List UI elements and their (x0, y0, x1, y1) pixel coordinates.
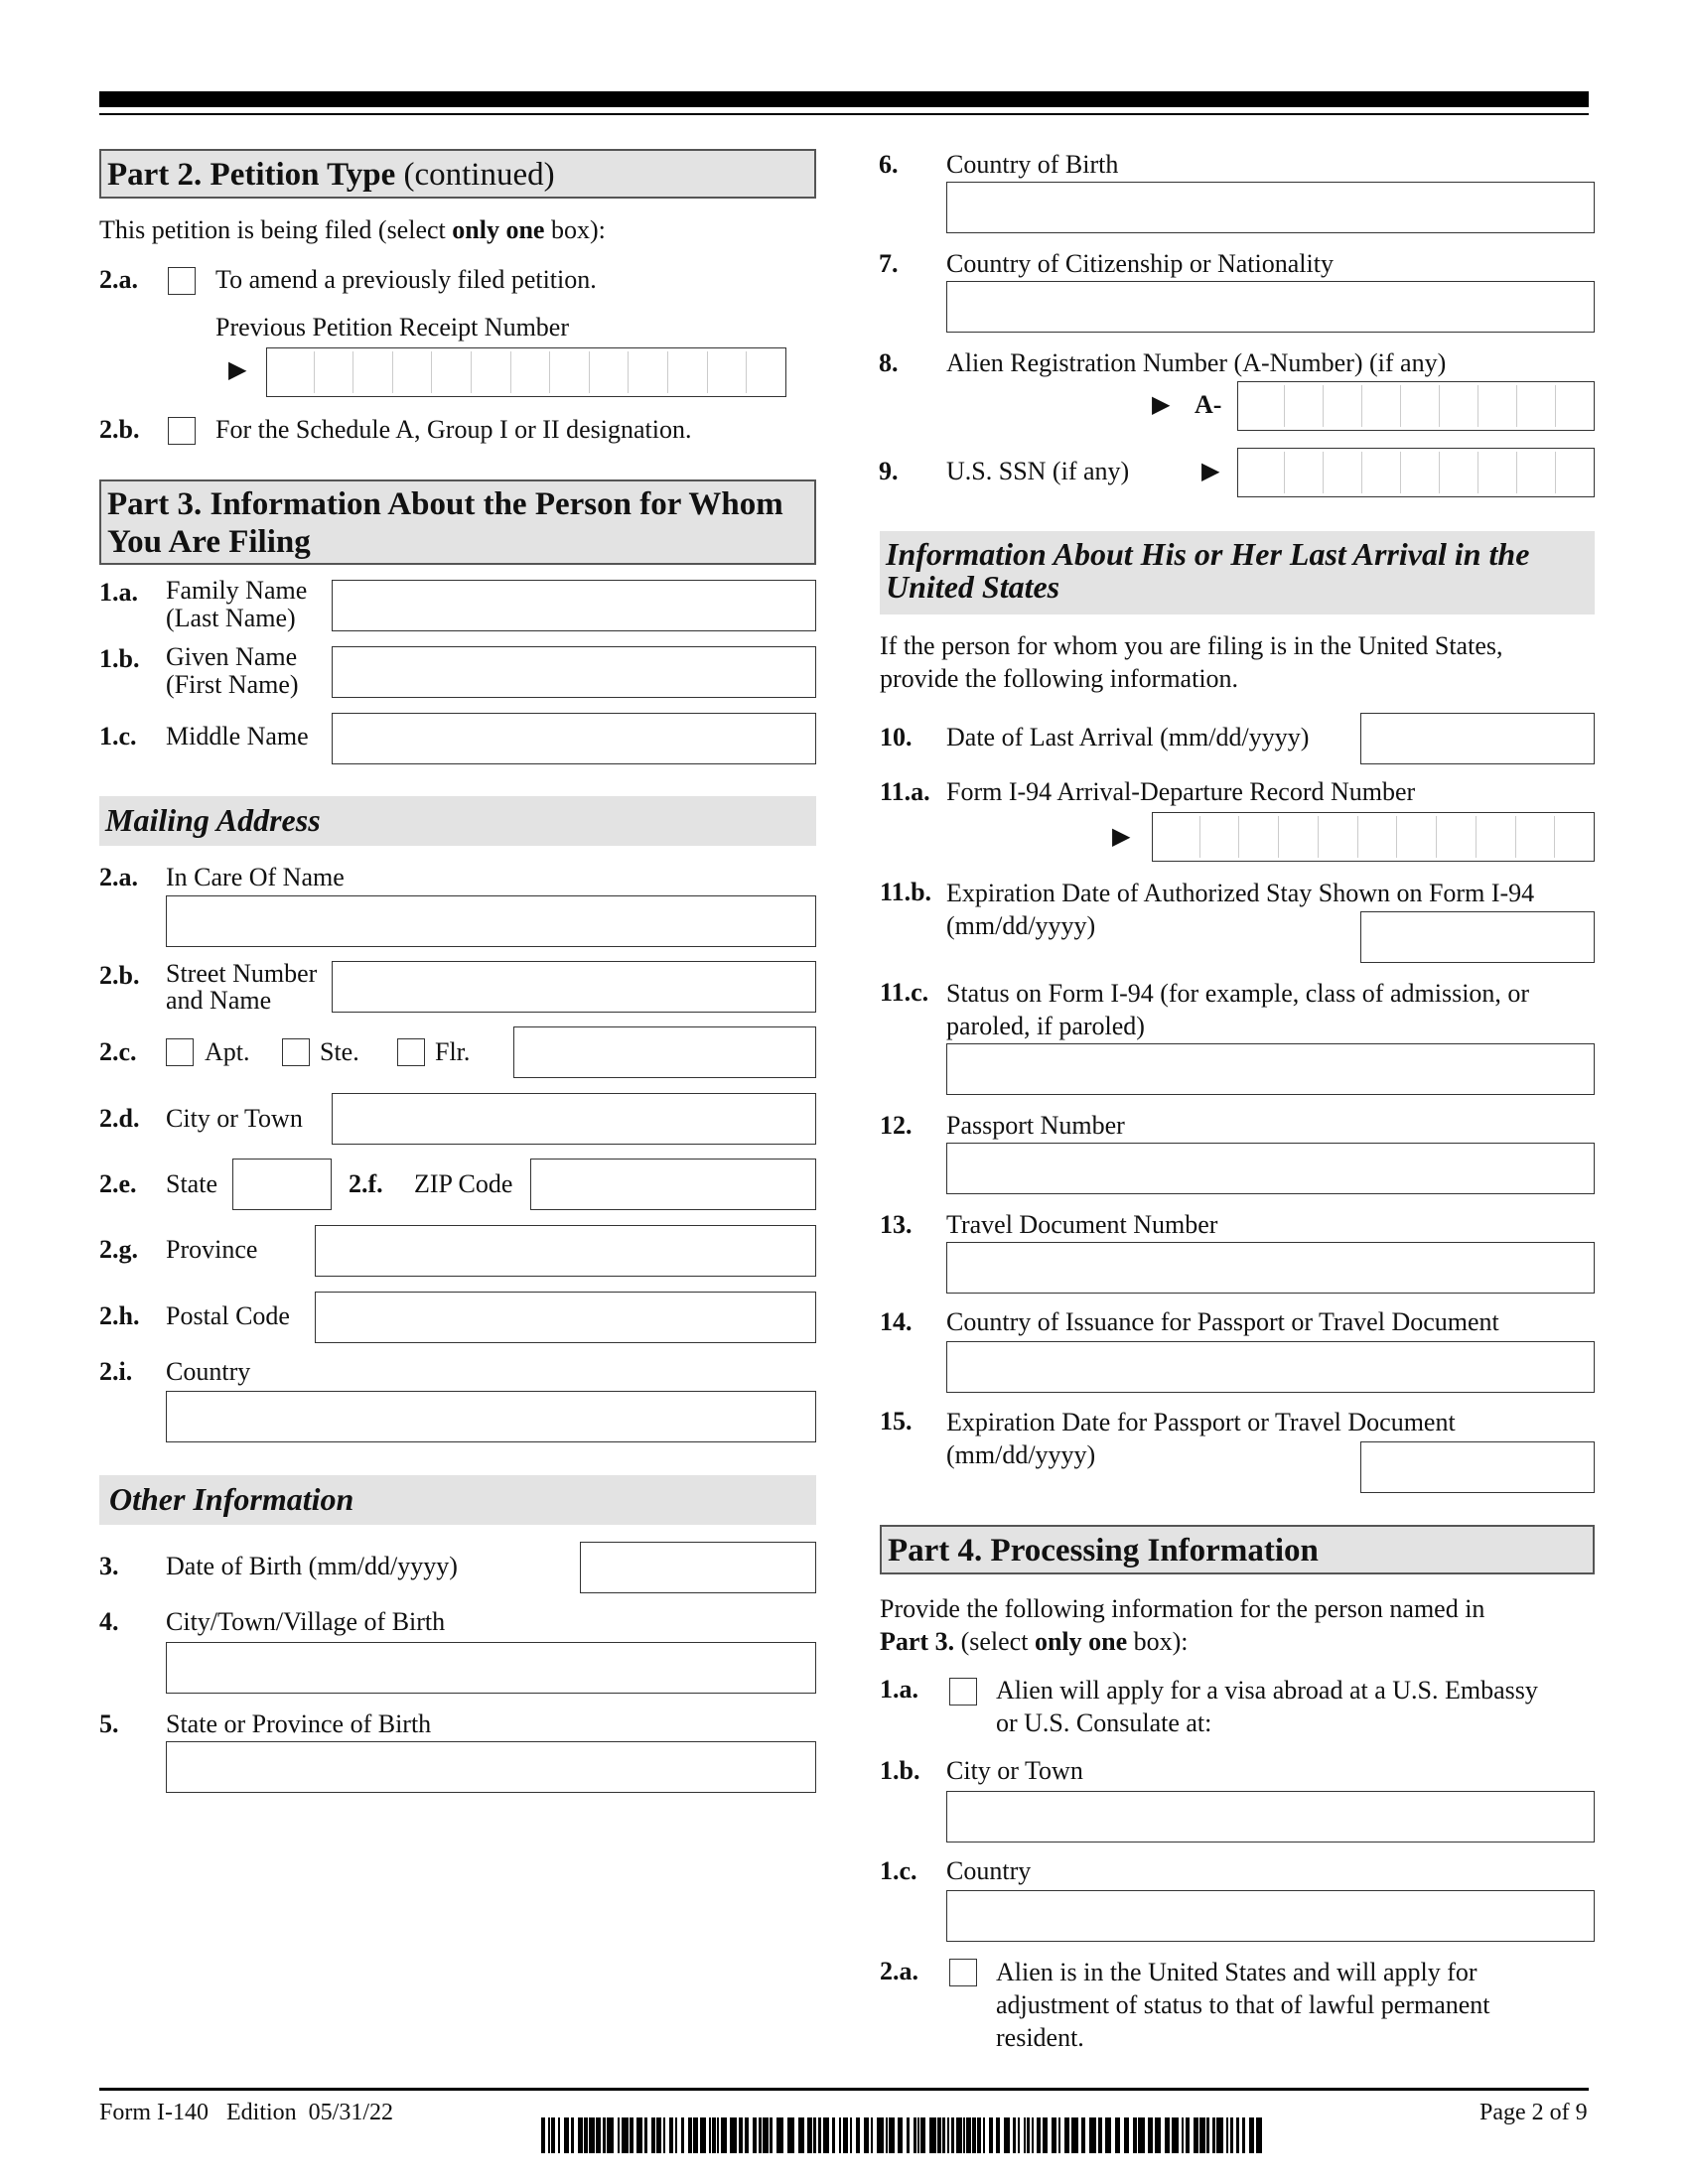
barcode-bar (770, 2117, 773, 2153)
country-of-birth-input[interactable] (946, 182, 1595, 233)
barcode-bar (1256, 2117, 1262, 2153)
citizenship-label: Country of Citizenship or Nationality (946, 249, 1334, 278)
barcode-bar (688, 2117, 692, 2153)
travel-document-input[interactable] (946, 1242, 1595, 1294)
barcode-bar (1004, 2117, 1010, 2153)
part2-header (99, 149, 816, 199)
i94-status-input[interactable] (946, 1043, 1595, 1095)
barcode-bar (1064, 2117, 1069, 2153)
ssn-label: U.S. SSN (if any) (946, 457, 1130, 485)
adjustment-checkbox[interactable] (949, 1959, 977, 1986)
part4-intro-only-one: only one (1034, 1627, 1128, 1656)
visa-abroad-label-l1: Alien will apply for a visa abroad at a U.S. Embassy (996, 1676, 1538, 1705)
a-number-label: Alien Registration Number (A-Number) (if any) (946, 348, 1447, 377)
barcode-bar (589, 2117, 595, 2153)
barcode-bar (798, 2117, 804, 2153)
barcode-bar (709, 2117, 711, 2153)
unit-number-input[interactable] (513, 1026, 816, 1078)
city-of-birth-label: City/Town/Village of Birth (166, 1607, 446, 1636)
barcode-bar (1172, 2117, 1179, 2153)
part4-header: Part 4. Processing Information (880, 1525, 1595, 1574)
passport-number-input[interactable] (946, 1143, 1595, 1194)
barcode-bar (966, 2117, 971, 2153)
consulate-country-label: Country (946, 1856, 1032, 1885)
barcode-bar (1071, 2117, 1078, 2153)
barcode-bar (681, 2117, 684, 2153)
postal-code-input[interactable] (315, 1292, 816, 1343)
item-m2c-number: 2.c. (99, 1037, 137, 1066)
date-of-birth-input[interactable] (580, 1542, 816, 1593)
state-of-birth-label: State or Province of Birth (166, 1709, 432, 1738)
consulate-country-input[interactable] (946, 1890, 1595, 1942)
barcode-bar (663, 2117, 665, 2153)
barcode-bar (1133, 2117, 1137, 2153)
item-1c-number: 1.c. (99, 722, 137, 751)
barcode-bar (864, 2117, 869, 2153)
item-6-number: 6. (879, 150, 899, 179)
state-label: State (166, 1169, 217, 1198)
item-4-number: 4. (99, 1607, 119, 1636)
item-m2d-number: 2.d. (99, 1104, 140, 1133)
item-11a-number: 11.a. (880, 777, 930, 806)
barcode-bar (963, 2117, 965, 2153)
city-input[interactable] (332, 1093, 816, 1145)
item-3-number: 3. (99, 1552, 119, 1580)
barcode-bar (1186, 2117, 1190, 2153)
item-13-number: 13. (880, 1210, 913, 1239)
zip-input[interactable] (530, 1159, 816, 1210)
barcode-bar (989, 2117, 993, 2153)
barcode-bar (1043, 2117, 1048, 2153)
barcode-bar (937, 2117, 941, 2153)
barcode-bar (1199, 2117, 1205, 2153)
in-care-of-label: In Care Of Name (166, 863, 345, 891)
barcode-bar (1089, 2117, 1096, 2153)
barcode-bar (712, 2117, 716, 2153)
barcode-bar (759, 2117, 762, 2153)
family-name-input[interactable] (332, 580, 816, 631)
item-2a-number: 2.a. (99, 265, 138, 294)
flr-label: Flr. (435, 1037, 471, 1066)
barcode-bar (907, 2117, 910, 2153)
province-input[interactable] (315, 1225, 816, 1277)
barcode-bar (618, 2117, 620, 2153)
part4-intro-part3: Part 3. (880, 1627, 955, 1656)
flr-checkbox[interactable] (397, 1038, 425, 1066)
item-1a-number: 1.a. (99, 578, 138, 607)
barcode-bar (636, 2117, 642, 2153)
barcode-bar (1182, 2117, 1184, 2153)
barcode-bar (886, 2117, 888, 2153)
document-expiration-label-l2: (mm/dd/yyyy) (946, 1440, 1096, 1469)
barcode-bar (977, 2117, 981, 2153)
item-m2f-number: 2.f. (349, 1169, 383, 1198)
other-information-header: Other Information (99, 1475, 816, 1525)
barcode-bar (622, 2117, 629, 2153)
visa-abroad-label (996, 1674, 1538, 1739)
barcode-bar (914, 2117, 916, 2153)
state-input[interactable] (232, 1159, 332, 1210)
barcode-bar (548, 2117, 550, 2153)
item-10-number: 10. (880, 723, 913, 751)
citizenship-input[interactable] (946, 281, 1595, 333)
item-11c-number: 11.c. (880, 978, 929, 1007)
barcode-bar (1037, 2117, 1041, 2153)
part4-intro-l1: Provide the following information for the person named in (880, 1594, 1485, 1623)
barcode-bar (898, 2117, 903, 2153)
barcode-bar (832, 2117, 835, 2153)
item-p2a-number: 2.a. (880, 1957, 918, 1985)
family-name-label-l1: Family Name (166, 576, 308, 605)
travel-document-label: Travel Document Number (946, 1210, 1218, 1239)
visa-abroad-label-l2: or U.S. Consulate at: (996, 1708, 1212, 1737)
last-arrival-intro-l1: If the person for whom you are filing is in the United States, (880, 631, 1503, 660)
authorized-stay-input[interactable] (1360, 911, 1595, 963)
apt-label: Apt. (205, 1037, 250, 1066)
amend-petition-checkbox[interactable] (168, 267, 196, 295)
part2-continued: (continued) (395, 157, 555, 193)
item-12-number: 12. (880, 1111, 913, 1140)
barcode-bar (753, 2117, 757, 2153)
part3-title-line1: Part 3. Information About the Person for Whom (107, 486, 783, 522)
adjustment-label-l2: adjustment of status to that of lawful permanent (996, 1990, 1490, 2019)
ste-label: Ste. (320, 1037, 359, 1066)
top-thin-rule (99, 113, 1589, 115)
zip-label: ZIP Code (414, 1169, 513, 1198)
a-number-input[interactable] (1237, 381, 1595, 431)
item-m2i-number: 2.i. (99, 1357, 133, 1386)
barcode (541, 2117, 1268, 2153)
ssn-input[interactable] (1237, 448, 1595, 497)
last-arrival-title-l1: Information About His or Her Last Arrival in the (886, 536, 1530, 572)
schedule-a-checkbox[interactable] (168, 417, 196, 445)
barcode-bar (730, 2117, 737, 2153)
barcode-bar (717, 2117, 719, 2153)
barcode-bar (541, 2117, 545, 2153)
item-m2e-number: 2.e. (99, 1169, 137, 1198)
city-of-birth-input[interactable] (166, 1642, 816, 1694)
consulate-city-label: City or Town (946, 1756, 1083, 1785)
item-14-number: 14. (880, 1307, 913, 1336)
item-7-number: 7. (879, 249, 899, 278)
city-label: City or Town (166, 1104, 303, 1133)
barcode-bar (956, 2117, 962, 2153)
part4-intro (880, 1592, 1484, 1658)
barcode-bar (656, 2117, 661, 2153)
barcode-bar (700, 2117, 706, 2153)
barcode-bar (571, 2117, 574, 2153)
barcode-bar (693, 2117, 698, 2153)
visa-abroad-checkbox[interactable] (949, 1678, 977, 1706)
middle-name-input[interactable] (332, 713, 816, 764)
barcode-bar (1155, 2117, 1161, 2153)
given-name-label-l2: (First Name) (166, 670, 299, 699)
barcode-bar (1052, 2117, 1056, 2153)
instruction-text: This petition is being filed (select (99, 215, 453, 244)
ste-checkbox[interactable] (282, 1038, 310, 1066)
item-m2h-number: 2.h. (99, 1301, 140, 1330)
barcode-bar (584, 2117, 588, 2153)
barcode-bar (917, 2117, 919, 2153)
barcode-bar (763, 2117, 769, 2153)
receipt-number-input[interactable] (266, 347, 786, 397)
authorized-stay-label-l1: Expiration Date of Authorized Stay Shown on Form I-94 (946, 879, 1535, 907)
barcode-bar (972, 2117, 976, 2153)
mailing-address-header: Mailing Address (99, 796, 816, 846)
barcode-bar (1138, 2117, 1145, 2153)
country-label: Country (166, 1357, 251, 1386)
barcode-bar (1124, 2117, 1129, 2153)
page-number: Page 2 of 9 (1479, 2100, 1588, 2125)
barcode-bar (1105, 2117, 1111, 2153)
barcode-bar (1242, 2117, 1245, 2153)
barcode-bar (551, 2117, 555, 2153)
consulate-city-input[interactable] (946, 1791, 1595, 1843)
barcode-bar (596, 2117, 601, 2153)
street-label-l1: Street Number (166, 959, 318, 988)
last-arrival-intro (880, 629, 1502, 695)
barcode-bar (1024, 2117, 1026, 2153)
adjustment-label-l1: Alien is in the United States and will apply for (996, 1958, 1477, 1986)
barcode-bar (1194, 2117, 1198, 2153)
barcode-bar (603, 2117, 606, 2153)
barcode-bar (871, 2117, 873, 2153)
barcode-bar (1212, 2117, 1215, 2153)
barcode-bar (630, 2117, 633, 2153)
date-of-birth-label: Date of Birth (mm/dd/yyyy) (166, 1552, 458, 1580)
barcode-bar (951, 2117, 954, 2153)
document-expiration-label-l1: Expiration Date for Passport or Travel Document (946, 1408, 1456, 1436)
barcode-bar (850, 2117, 852, 2153)
barcode-bar (1206, 2117, 1209, 2153)
barcode-bar (675, 2117, 677, 2153)
province-label: Province (166, 1235, 258, 1264)
barcode-bar (1027, 2117, 1030, 2153)
item-p1b-number: 1.b. (880, 1756, 920, 1785)
barcode-bar (1032, 2117, 1034, 2153)
barcode-bar (1098, 2117, 1102, 2153)
barcode-bar (818, 2117, 821, 2153)
form-edition: Form I-140 Edition 05/31/22 (99, 2100, 393, 2125)
barcode-bar (669, 2117, 673, 2153)
last-arrival-title-l2: United States (886, 569, 1060, 605)
schedule-a-label: For the Schedule A, Group I or II designation. (215, 415, 692, 444)
barcode-bar (607, 2117, 614, 2153)
i94-status-label-l2: paroled, if paroled) (946, 1012, 1145, 1040)
barcode-bar (776, 2117, 783, 2153)
barcode-bar (807, 2117, 812, 2153)
document-expiration-input[interactable] (1360, 1441, 1595, 1493)
i94-number-label: Form I-94 Arrival-Departure Record Number (946, 777, 1416, 806)
receipt-number-label: Previous Petition Receipt Number (215, 313, 570, 341)
item-p1c-number: 1.c. (880, 1856, 917, 1885)
barcode-bar (856, 2117, 860, 2153)
barcode-bar (1236, 2117, 1239, 2153)
instruction-bold: only one (452, 215, 545, 244)
barcode-bar (942, 2117, 945, 2153)
barcode-bar (745, 2117, 749, 2153)
barcode-bar (813, 2117, 816, 2153)
item-m2g-number: 2.g. (99, 1235, 138, 1264)
i94-number-input[interactable] (1152, 812, 1595, 862)
barcode-bar (929, 2117, 936, 2153)
passport-number-label: Passport Number (946, 1111, 1125, 1140)
in-care-of-input[interactable] (166, 895, 816, 947)
issuance-country-input[interactable] (946, 1341, 1595, 1393)
instruction-end: box): (544, 215, 606, 244)
item-15-number: 15. (880, 1407, 913, 1435)
barcode-bar (1249, 2117, 1254, 2153)
part4-intro-mid: (select (954, 1627, 1035, 1656)
last-arrival-intro-l2: provide the following information. (880, 664, 1239, 693)
family-name-label-l2: (Last Name) (166, 604, 296, 632)
barcode-bar (1058, 2117, 1060, 2153)
barcode-bar (1216, 2117, 1223, 2153)
top-rule (99, 91, 1589, 107)
barcode-bar (644, 2117, 647, 2153)
barcode-bar (823, 2117, 829, 2153)
issuance-country-label: Country of Issuance for Passport or Travel Document (946, 1307, 1499, 1336)
barcode-bar (1230, 2117, 1233, 2153)
barcode-bar (1018, 2117, 1020, 2153)
barcode-bar (1165, 2117, 1170, 2153)
barcode-bar (996, 2117, 1000, 2153)
barcode-bar (983, 2117, 985, 2153)
barcode-bar (787, 2117, 794, 2153)
item-1b-number: 1.b. (99, 644, 140, 673)
barcode-bar (920, 2117, 925, 2153)
barcode-bar (1148, 2117, 1153, 2153)
postal-code-label: Postal Code (166, 1301, 290, 1330)
part2-title: Part 2. Petition Type (107, 157, 396, 193)
arrow-icon: ▶ (228, 357, 247, 383)
barcode-bar (843, 2117, 848, 2153)
given-name-label (166, 643, 299, 699)
street-label-l2: and Name (166, 986, 272, 1015)
barcode-bar (721, 2117, 727, 2153)
middle-name-label: Middle Name (166, 722, 309, 751)
last-arrival-date-input[interactable] (1360, 713, 1595, 764)
item-5-number: 5. (99, 1709, 119, 1738)
item-p1a-number: 1.a. (880, 1675, 918, 1704)
barcode-bar (564, 2117, 569, 2153)
barcode-bar (651, 2117, 655, 2153)
i94-status-label (946, 977, 1529, 1042)
barcode-bar (877, 2117, 884, 2153)
item-9-number: 9. (879, 457, 899, 485)
street-input[interactable] (332, 961, 816, 1013)
street-label (166, 960, 317, 1014)
state-of-birth-input[interactable] (166, 1741, 816, 1793)
barcode-bar (739, 2117, 743, 2153)
barcode-bar (1226, 2117, 1228, 2153)
arrow-icon: ▶ (1112, 824, 1131, 850)
given-name-input[interactable] (332, 646, 816, 698)
a-number-prefix: A- (1195, 390, 1222, 419)
barcode-bar (889, 2117, 895, 2153)
family-name-label (166, 577, 307, 632)
barcode-bar (558, 2117, 560, 2153)
country-input[interactable] (166, 1391, 816, 1442)
barcode-bar (947, 2117, 949, 2153)
last-arrival-header (880, 531, 1595, 614)
authorized-stay-label-l2: (mm/dd/yyyy) (946, 911, 1096, 940)
part2-instruction (99, 214, 606, 246)
item-11b-number: 11.b. (880, 878, 932, 906)
barcode-bar (578, 2117, 583, 2153)
footer-rule (99, 2088, 1589, 2091)
barcode-bar (839, 2117, 841, 2153)
item-m2a-number: 2.a. (99, 863, 138, 891)
barcode-bar (1081, 2117, 1085, 2153)
item-2b-number: 2.b. (99, 415, 140, 444)
given-name-label-l1: Given Name (166, 642, 298, 671)
part3-title-line2: You Are Filing (107, 524, 311, 560)
last-arrival-date-label: Date of Last Arrival (mm/dd/yyyy) (946, 723, 1310, 751)
part4-intro-end: box): (1127, 1627, 1189, 1656)
barcode-bar (1013, 2117, 1016, 2153)
adjustment-label-l3: resident. (996, 2023, 1084, 2052)
barcode-bar (1115, 2117, 1120, 2153)
item-m2b-number: 2.b. (99, 961, 140, 990)
part3-header (99, 479, 816, 565)
adjustment-label (996, 1956, 1490, 2054)
amend-petition-label: To amend a previously filed petition. (215, 265, 597, 294)
item-8-number: 8. (879, 348, 899, 377)
country-of-birth-label: Country of Birth (946, 150, 1119, 179)
arrow-icon: ▶ (1201, 459, 1220, 484)
apt-checkbox[interactable] (166, 1038, 194, 1066)
i94-status-label-l1: Status on Form I-94 (for example, class of admission, or (946, 979, 1530, 1008)
arrow-icon: ▶ (1152, 392, 1171, 418)
